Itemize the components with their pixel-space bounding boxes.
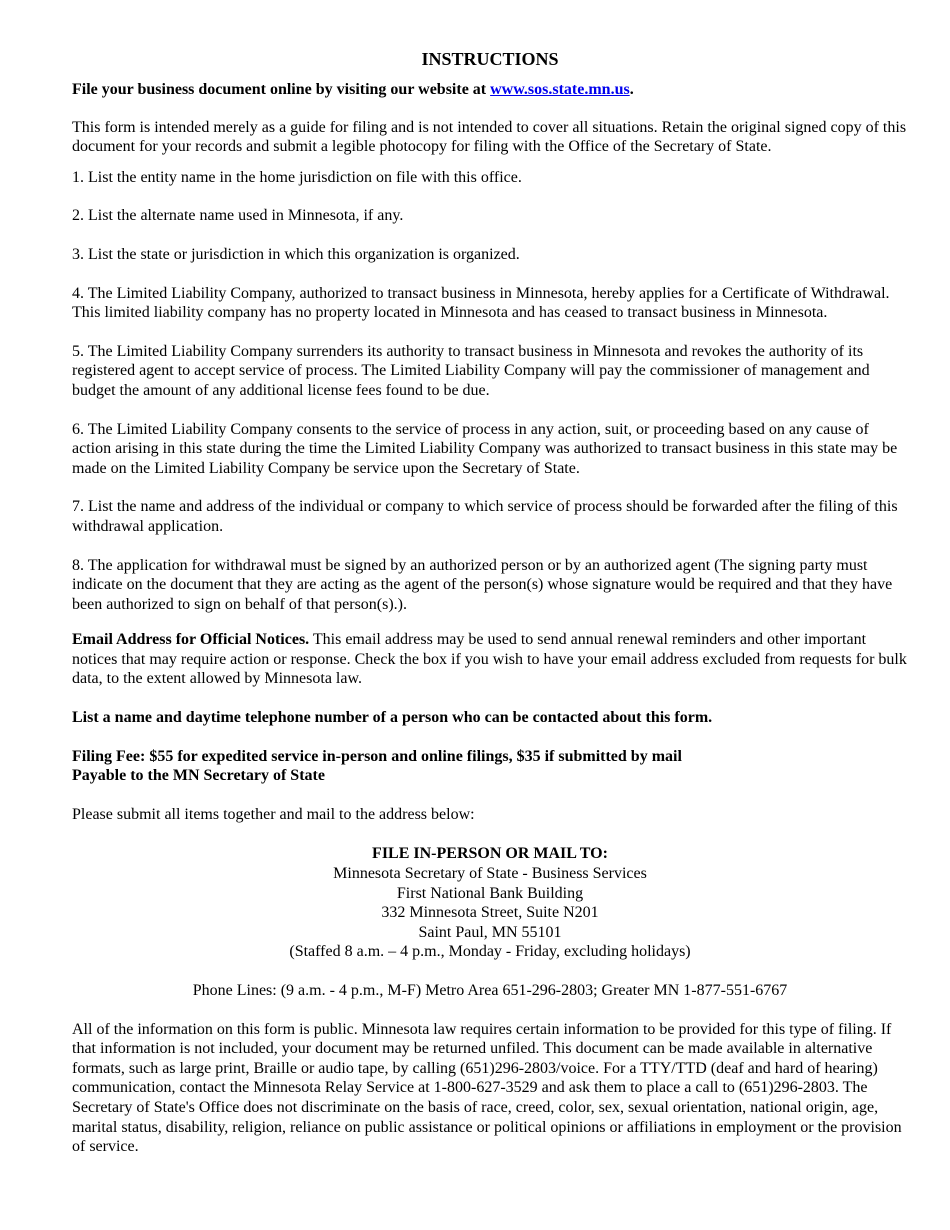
website-link[interactable]: www.sos.state.mn.us xyxy=(490,81,630,98)
instruction-item-5: 5. The Limited Liability Company surrenders its authority to transact business in Minnesota and revokes the authority of its registered agent to accept service of process. The Limited Liability Company will pay the commissioner of management and budget the amount of any additional license fees found to be due. xyxy=(72,342,870,399)
intro-paragraph: This form is intended merely as a guide for filing and is not intended to cover all situations. Retain the original signed copy of this document for your records and submit a legible photocopy for filing with the Office of the Secretary of State. xyxy=(72,118,907,156)
instruction-item-8: 8. The application for withdrawal must be signed by an authorized person or by an authorized agent (The signing party must indicate on the document that they are acting as the agent of the person(s) whose signature would be required and that they have been authorized to sign on behalf of that person(s).). xyxy=(72,556,893,613)
filing-fee xyxy=(72,747,908,786)
address-line: 332 Minnesota Street, Suite N201 xyxy=(381,904,599,922)
address-line: Minnesota Secretary of State - Business Services xyxy=(333,865,647,883)
online-filing-prefix: File your business document online by visiting our website at xyxy=(72,81,491,98)
online-filing-suffix: . xyxy=(629,81,634,98)
address-heading: FILE IN-PERSON OR MAIL TO: xyxy=(372,845,608,863)
public-information-notice: All of the information on this form is public. Minnesota law requires certain information to be provided for this type of filing. If that information is not included, your document may be returned unfiled. This document can be made available in alternative formats, such as large print, Braille or audio tape, by calling (651)296-2803/voice. For a TTY/TTD (deaf and hard of hearing) communication, contact the Minnesota Relay Service at 1-800-627-3529 and ask them to place a call to (651)296-2803. The Secretary of State's Office does not discriminate on the basis of race, creed, color, sex, sexual orientation, national origin, age, marital status, disability, religion, reliance on public assistance or political opinions or affiliations in employment or the provision of service. xyxy=(72,1020,902,1156)
instructions-page xyxy=(72,48,908,1157)
submit-instruction: Please submit all items together and mail to the address below: xyxy=(72,805,475,823)
payable-to-line: Payable to the MN Secretary of State xyxy=(72,767,325,785)
online-filing-notice xyxy=(72,80,908,100)
contact-instruction: List a name and daytime telephone number of a person who can be contacted about this form. xyxy=(72,709,713,727)
instruction-item-2: 2. List the alternate name used in Minnesota, if any. xyxy=(72,207,404,225)
address-line: Saint Paul, MN 55101 xyxy=(418,923,562,941)
page-title: INSTRUCTIONS xyxy=(421,49,559,69)
email-notice-heading: Email Address for Official Notices. xyxy=(72,631,310,649)
instruction-item-6: 6. The Limited Liability Company consents to the service of process in any action, suit, or proceeding based on any cause of action arising in this state during the time the Limited Liability Company was authorized to transact business in this state may be made on the Limited Liability Company be service upon the Secretary of State. xyxy=(72,420,898,477)
email-notice-text: This email address may be used to send annual renewal reminders and other important notices that may require action or response. Check the box if you wish to have your email address excluded from requests for bulk data, to the extent allowed by Minnesota law. xyxy=(72,631,907,688)
instruction-item-7: 7. List the name and address of the individual or company to which service of process should be forwarded after the filing of this withdrawal application. xyxy=(72,498,898,535)
phone-lines: Phone Lines: (9 a.m. - 4 p.m., M-F) Metro Area 651-296-2803; Greater MN 1-877-551-6767 xyxy=(192,982,788,999)
instruction-item-4: 4. The Limited Liability Company, authorized to transact business in Minnesota, hereby applies for a Certificate of Withdrawal. This limited liability company has no property located in Minnesota and has ceased to transact business in Minnesota. xyxy=(72,284,890,322)
address-line: First National Bank Building xyxy=(396,884,584,902)
instruction-item-1: 1. List the entity name in the home jurisdiction on file with this office. xyxy=(72,168,522,186)
email-notice-paragraph xyxy=(72,630,908,689)
filing-fee-line: Filing Fee: $55 for expedited service in-person and online filings, $35 if submitted by mail xyxy=(72,747,682,765)
office-hours: (Staffed 8 a.m. – 4 p.m., Monday - Friday, excluding holidays) xyxy=(289,943,691,961)
instruction-item-3: 3. List the state or jurisdiction in which this organization is organized. xyxy=(72,245,520,263)
mailing-address-block xyxy=(72,844,908,962)
